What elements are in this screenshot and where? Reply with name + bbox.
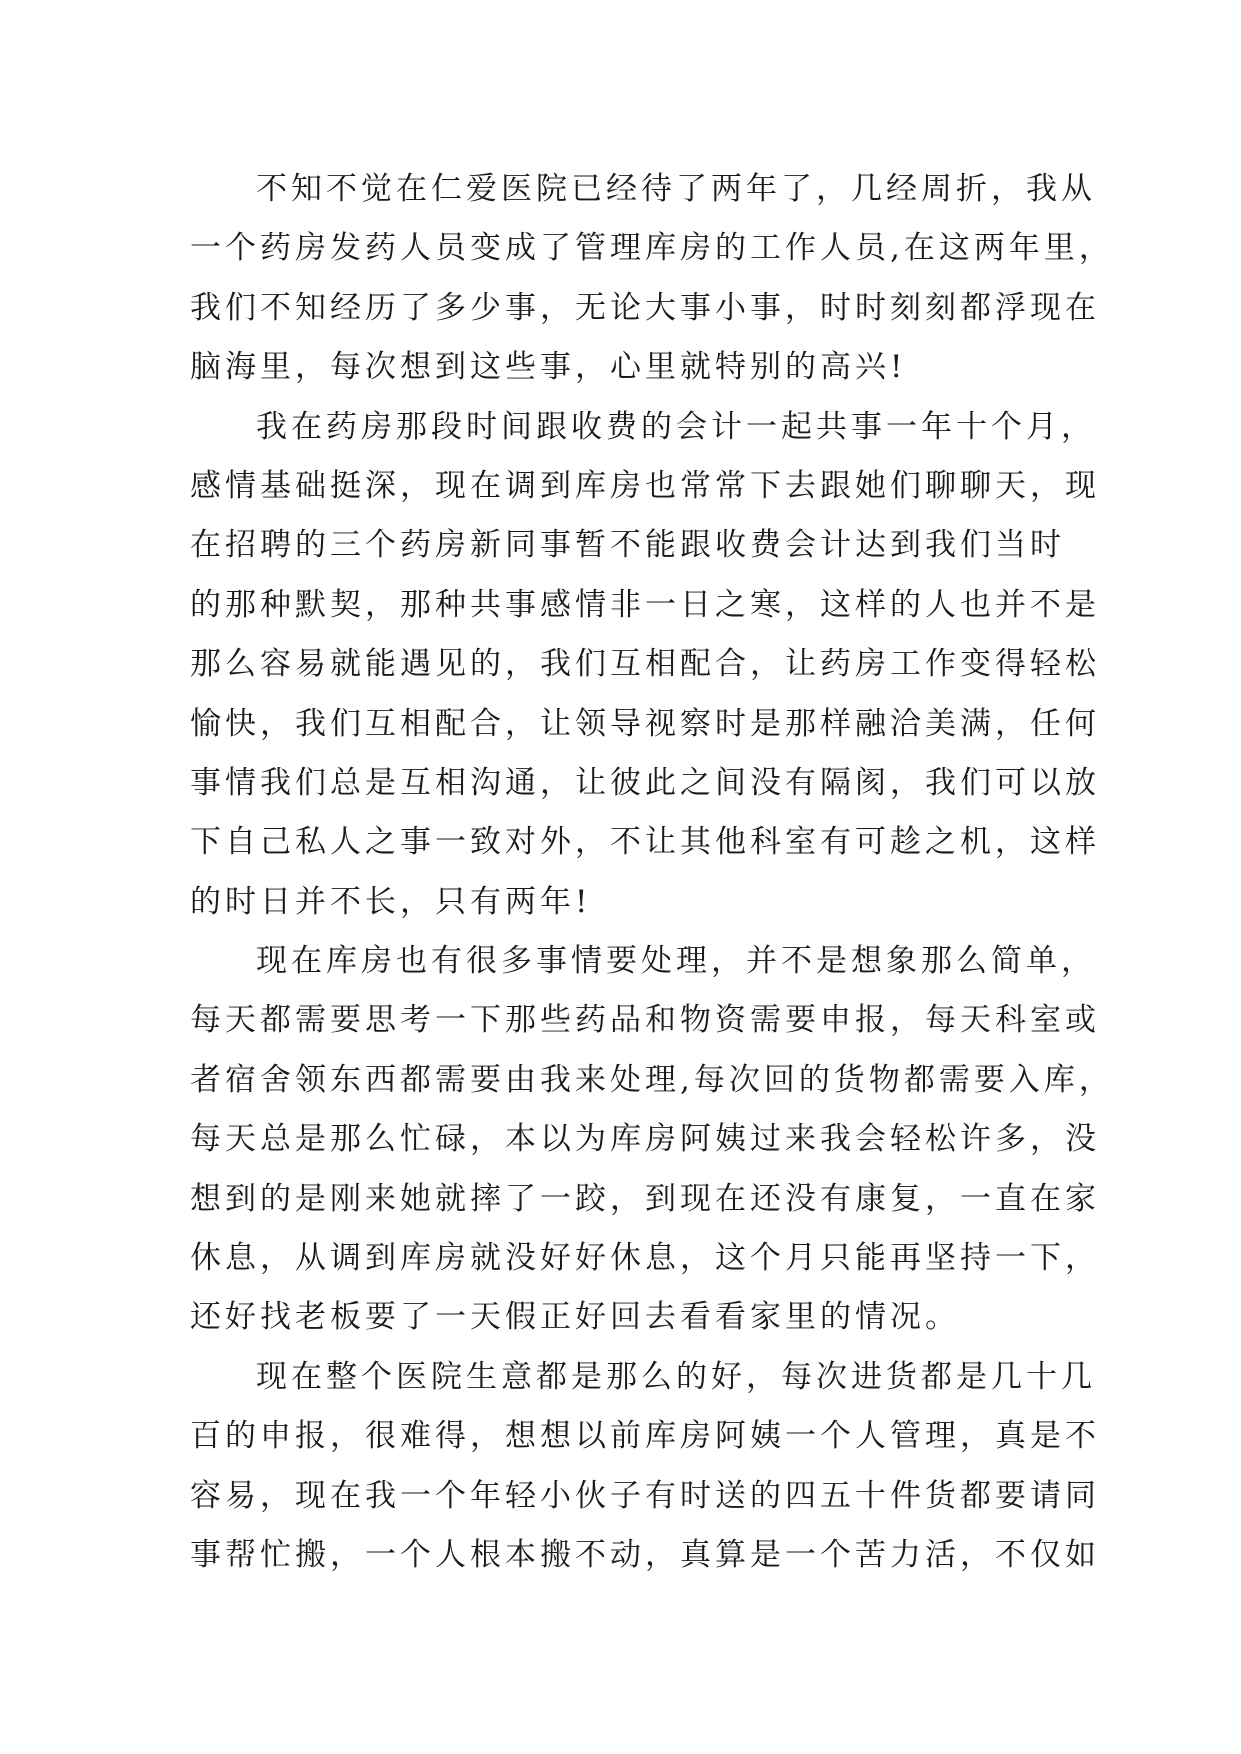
text-line: 不知不觉在仁爱医院已经待了两年了，几经周折，我从 bbox=[256, 171, 1096, 207]
text-line: 那么容易就能遇见的，我们互相配合，让药房工作变得轻松 bbox=[190, 646, 1100, 683]
text-line: 下自己私人之事一致对外，不让其他科室有可趁之机，这样 bbox=[190, 824, 1100, 861]
text-line: 我们不知经历了多少事，无论大事小事，时时刻刻都浮现在 bbox=[190, 289, 1100, 326]
text-line: 的那种默契，那种共事感情非一日之寒，这样的人也并不是 bbox=[190, 586, 1100, 623]
text-line: 的时日并不长，只有两年! bbox=[190, 883, 592, 920]
text-line: 一个药房发药人员变成了管理库房的工作人员,在这两年里， bbox=[190, 230, 1114, 267]
text-line: 在招聘的三个药房新同事暂不能跟收费会计达到我们当时 bbox=[190, 527, 1065, 564]
text-line: 百的申报，很难得，想想以前库房阿姨一个人管理，真是不 bbox=[190, 1418, 1100, 1455]
text-line: 休息，从调到库房就没好好休息，这个月只能再坚持一下， bbox=[190, 1240, 1100, 1277]
document-body bbox=[190, 160, 1114, 1585]
paragraph-1 bbox=[190, 160, 1114, 398]
text-line: 感情基础挺深，现在调到库房也常常下去跟她们聊聊天，现 bbox=[190, 467, 1100, 504]
text-line: 脑海里，每次想到这些事，心里就特别的高兴! bbox=[190, 349, 907, 386]
text-line: 容易，现在我一个年轻小伙子有时送的四五十件货都要请同 bbox=[190, 1477, 1100, 1514]
text-line: 事帮忙搬，一个人根本搬不动，真算是一个苦力活，不仅如 bbox=[190, 1536, 1100, 1573]
text-line: 者宿舍领东西都需要由我来处理,每次回的货物都需要入库， bbox=[190, 1061, 1114, 1098]
text-line: 每天总是那么忙碌，本以为库房阿姨过来我会轻松许多，没 bbox=[190, 1121, 1100, 1158]
text-line: 我在药房那段时间跟收费的会计一起共事一年十个月， bbox=[256, 408, 1096, 445]
paragraph-4 bbox=[190, 1348, 1100, 1586]
text-line: 每天都需要思考一下那些药品和物资需要申报，每天科室或 bbox=[190, 1002, 1100, 1039]
paragraph-2 bbox=[190, 398, 1100, 933]
text-line: 现在库房也有很多事情要处理，并不是想象那么简单， bbox=[256, 943, 1096, 980]
text-line: 事情我们总是互相沟通，让彼此之间没有隔阂，我们可以放 bbox=[190, 764, 1100, 801]
text-line: 还好找老板要了一天假正好回去看看家里的情况。 bbox=[190, 1299, 960, 1336]
text-line: 现在整个医院生意都是那么的好，每次进货都是几十几 bbox=[256, 1358, 1096, 1395]
text-line: 愉快，我们互相配合，让领导视察时是那样融洽美满，任何 bbox=[190, 705, 1100, 742]
paragraph-3 bbox=[190, 932, 1114, 1348]
text-line: 想到的是刚来她就摔了一跤，到现在还没有康复，一直在家 bbox=[190, 1180, 1100, 1217]
